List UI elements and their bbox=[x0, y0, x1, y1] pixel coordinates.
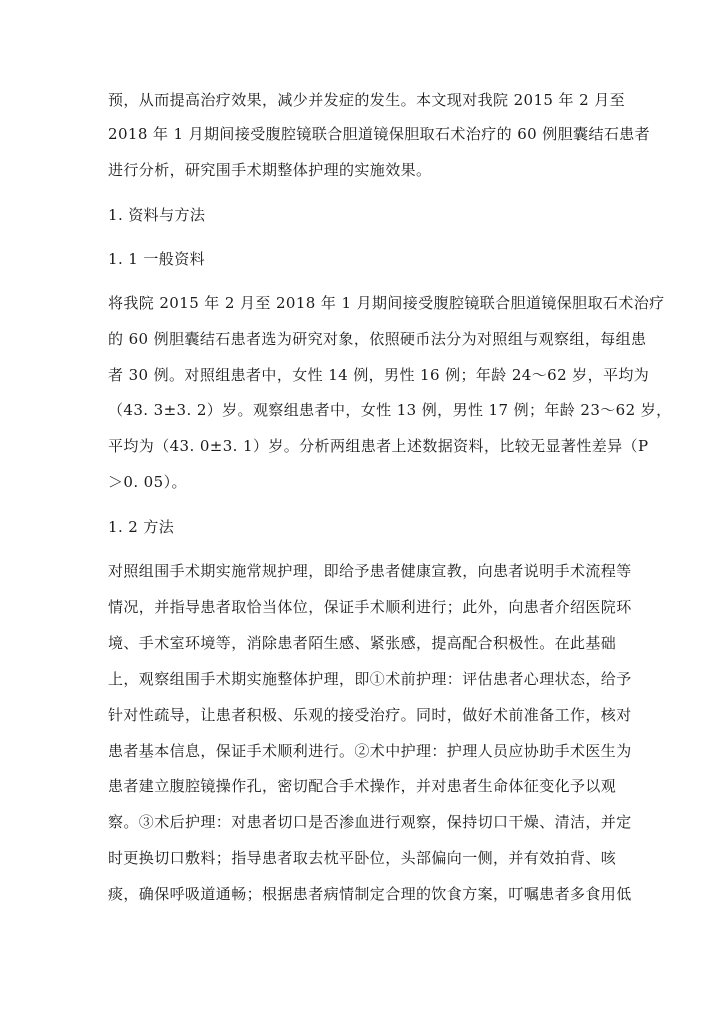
paragraph-line: 痰，确保呼吸道通畅；根据患者病情制定合理的饮食方案，叮嘱患者多食用低 bbox=[108, 885, 632, 903]
subsection-heading: 1. 1 一般资料 bbox=[108, 250, 205, 268]
paragraph-line: 针对性疏导，让患者积极、乐观的接受治疗。同时，做好术前准备工作，核对 bbox=[108, 706, 632, 724]
paragraph-line: 进行分析，研究围手术期整体护理的实施效果。 bbox=[108, 161, 432, 179]
paragraph-line: 预，从而提高治疗效果，减少并发症的发生。本文现对我院 2015 年 2 月至 bbox=[108, 91, 625, 109]
subsection-heading: 1. 2 方法 bbox=[108, 518, 175, 536]
paragraph-line: （43. 3±3. 2）岁。观察组患者中，女性 13 例，男性 17 例；年龄 23～62 岁， bbox=[108, 401, 672, 419]
section-heading: 1. 资料与方法 bbox=[108, 206, 206, 224]
paragraph-line: 境、手术室环境等，消除患者陌生感、紧张感，提高配合积极性。在此基础 bbox=[108, 634, 617, 652]
paragraph-line: 者 30 例。对照组患者中，女性 14 例，男性 16 例；年龄 24～62 岁，平均为 bbox=[108, 366, 650, 384]
paragraph-line: 时更换切口敷料；指导患者取去枕平卧位，头部偏向一侧，并有效拍背、咳 bbox=[108, 849, 617, 867]
paragraph-line: 患者基本信息，保证手术顺利进行。②术中护理：护理人员应协助手术医生为 bbox=[108, 742, 632, 760]
paragraph-line: 的 60 例胆囊结石患者选为研究对象，依照硬币法分为对照组与观察组，每组患 bbox=[108, 330, 647, 348]
paragraph-line: ＞0. 05）。 bbox=[108, 473, 187, 491]
paragraph-line: 对照组围手术期实施常规护理，即给予患者健康宣教，向患者说明手术流程等 bbox=[108, 562, 632, 580]
paragraph-line: 将我院 2015 年 2 月至 2018 年 1 月期间接受腹腔镜联合胆道镜保胆取石术治疗 bbox=[108, 294, 665, 312]
paragraph-line: 上，观察组围手术期实施整体护理，即①术前护理：评估患者心理状态，给予 bbox=[108, 670, 632, 688]
paragraph-line: 患者建立腹腔镜操作孔，密切配合手术操作，并对患者生命体征变化予以观 bbox=[108, 777, 617, 795]
paragraph-line: 情况，并指导患者取恰当体位，保证手术顺利进行；此外，向患者介绍医院环 bbox=[108, 598, 632, 616]
paragraph-line: 察。③术后护理：对患者切口是否渗血进行观察，保持切口干燥、清洁，并定 bbox=[108, 813, 632, 831]
paragraph-line: 平均为（43. 0±3. 1）岁。分析两组患者上述数据资料，比较无显著性差异（P bbox=[108, 437, 649, 455]
paragraph-line: 2018 年 1 月期间接受腹腔镜联合胆道镜保胆取石术治疗的 60 例胆囊结石患者 bbox=[108, 125, 651, 143]
